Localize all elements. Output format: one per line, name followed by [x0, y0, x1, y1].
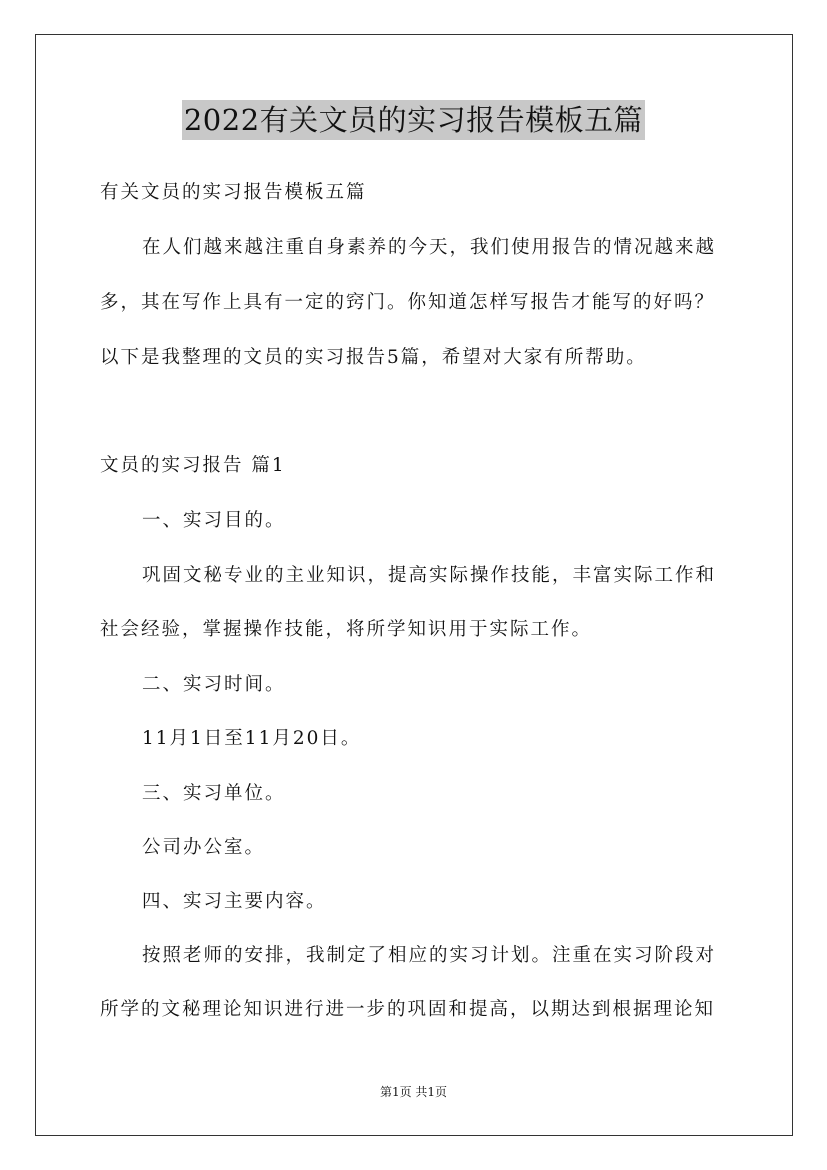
body-line-2: 巩固文秘专业的主业知识，提高实际操作技能，丰富实际工作和 [142, 565, 717, 586]
title-container [0, 100, 827, 140]
body-line-9: 按照老师的安排，我制定了相应的实习计划。注重在实习阶段对 [142, 945, 717, 966]
body-line-3: 社会经验，掌握操作技能，将所学知识用于实际工作。 [100, 619, 593, 640]
body-line-6: 三、实习单位。 [142, 783, 286, 804]
body-line-7: 公司办公室。 [142, 837, 266, 858]
intro-line-2: 多，其在写作上具有一定的窍门。你知道怎样写报告才能写的好吗？ [100, 292, 716, 313]
document-title: 2022有关文员的实习报告模板五篇 [182, 100, 645, 140]
body-line-10: 所学的文秘理论知识进行进一步的巩固和提高，以期达到根据理论知 [100, 999, 716, 1020]
body-line-5: 11月1日至11月20日。 [142, 728, 362, 749]
section-heading: 文员的实习报告 篇1 [100, 455, 286, 476]
body-line-4: 二、实习时间。 [142, 674, 286, 695]
intro-line-3: 以下是我整理的文员的实习报告5篇，希望对大家有所帮助。 [100, 347, 647, 368]
body-line-8: 四、实习主要内容。 [142, 891, 327, 912]
body-line-1: 一、实习目的。 [142, 510, 286, 531]
page-footer: 第1页 共1页 [379, 1085, 448, 1099]
document-subtitle: 有关文员的实习报告模板五篇 [100, 182, 367, 203]
intro-line-1: 在人们越来越注重自身素养的今天，我们使用报告的情况越来越 [142, 237, 717, 258]
